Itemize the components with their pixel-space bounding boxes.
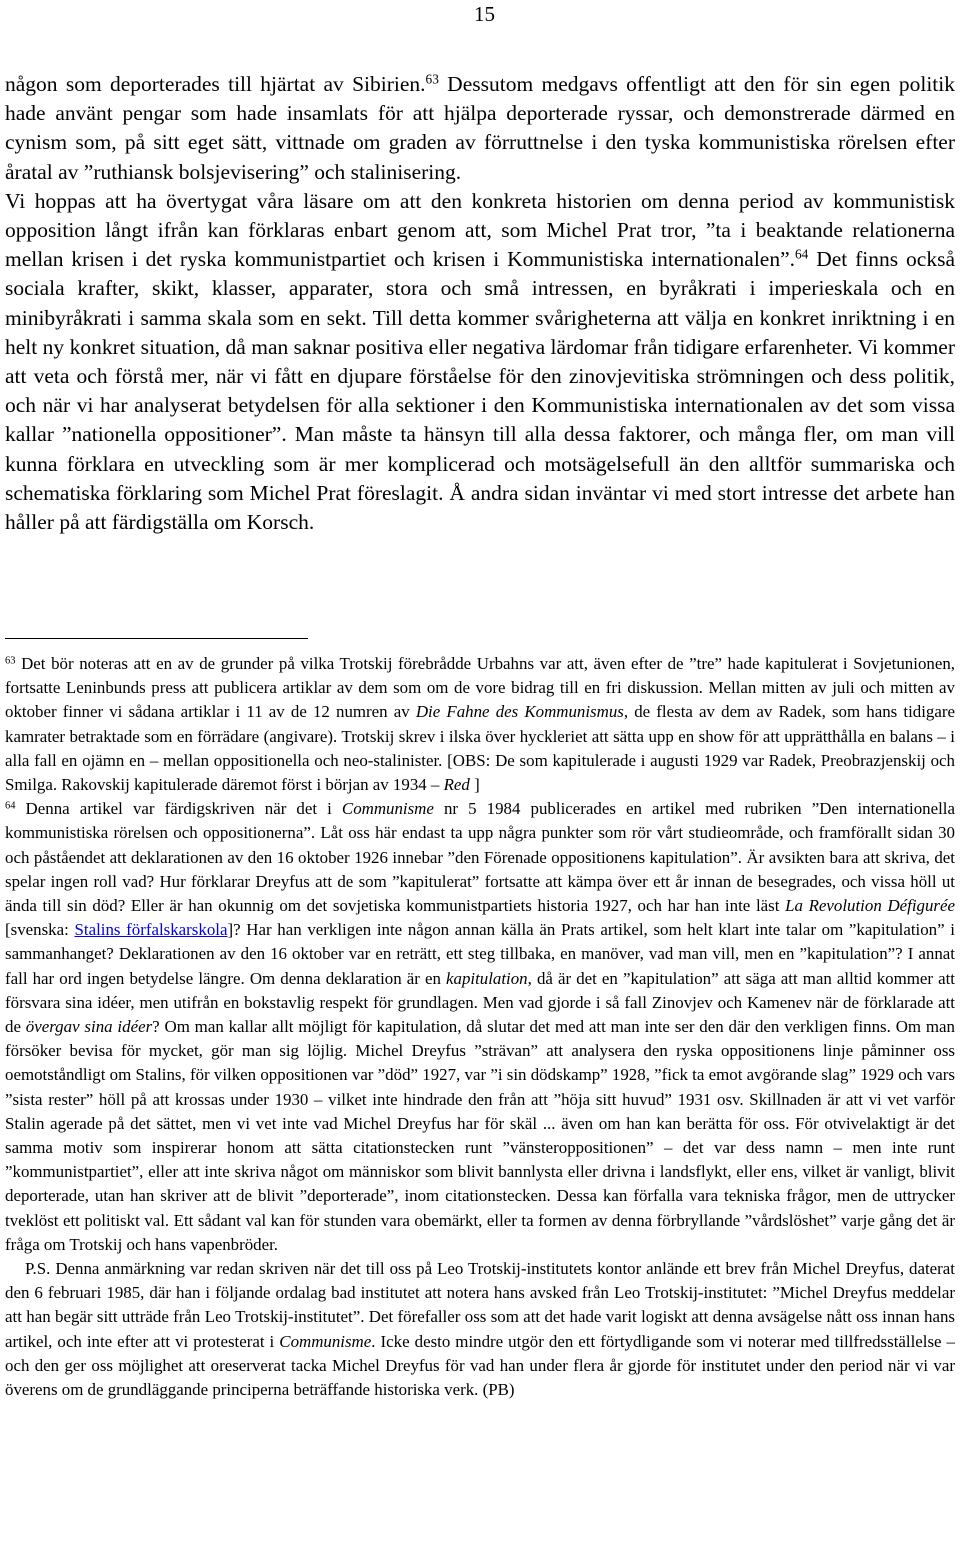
- footnotes: [5, 652, 955, 1402]
- footnote-63-text-c: ]: [469, 775, 480, 795]
- footnote-64-italic-communisme: Communisme: [341, 799, 434, 819]
- footnote-63-text-b: , de flesta av dem av Radek, som hans tidigare kamrater betraktade som en förrädare (angivare). Trotskij skrev i ilska över hyckleriet att sätta upp en show för att upprätthålla en balans – i alla fall en ojämn en – mellan oppositionella och neo-stalinister. [OBS: De som kapitulerade i augusti 1929 var Radek, Preobrazjenskij och Smilga. Rakovskij kapitulerade däremot först i början av 1934 –: [5, 702, 955, 795]
- page-number: 15: [474, 2, 495, 26]
- postscript-text-b: . Icke desto mindre utgör den ett förtydligande som vi noterar med tillfredsställelse – och den ger oss möjlighet att oreserverat tacka Michel Dreyfus för vad han under flera år gjorde för institutet under den period när vi var överens om de grundläggande principerna beträffande historiska verk. (PB): [5, 1331, 956, 1400]
- footnote-ref-64[interactable]: 64: [795, 246, 809, 262]
- paragraph-2-text-b: Det finns också sociala krafter, skikt, klasser, apparater, stora och små intressen, en byråkrati i imperieskala och en minibyråkrati i samma skala som en sekt. Till detta kommer svårigheterna att välja en konkret inriktning i en helt ny konkret situation, då man saknar positiva eller negativa lärdomar från tidigare erfarenheter. Vi kommer att veta och förstå mer, när vi fått en djupare förståelse för den zinovjevitiska strömningen och dess politik, och när vi har analyserat betydelsen för alla sektioner i den Kommunistiska internationalen av det som vissa kallar ”nationella oppositioner”. Man måste ta hänsyn till alla dessa faktorer, och många fler, om man vill kunna förklara en utveckling som är mer komplicerad och motsägelsefull än den alltför summariska och schematiska förklaring som Michel Prat föreslagit. Å andra sidan inväntar vi med stort intresse det arbete han håller på att färdigställa om Korsch.: [5, 247, 955, 535]
- footnote-64: [5, 797, 955, 1257]
- footnote-number-63: 63: [5, 655, 16, 667]
- footnote-64-text-e: , då är det en ”kapitulation” att säga att man alltid kommer att försvara sina idéer, men utifrån en bokstavlig respekt för grundlagen. Men vad gjorde i så fall Zinovjev och Kamenev när de förklarade att de: [5, 968, 955, 1037]
- footnote-64-text-f: ? Om man kallar allt möjligt för kapitulation, då slutar det med att man inte ser den där den verkligen finns. Om man försöker bevisa för mycket, gör man sig löjlig. Michel Dreyfus ”strävan” att analysera den ryska oppositionens linje påminner oss oemotståndligt om Stalins, för vilken oppositionen var ”död” 1927, var ”i sin dödskamp” 1928, ”fick ta emot avgörande slag” 1929 och vars ”sista rester” höll på att krossas under 1930 – vilket inte hindrade den från att ”höja sitt huvud” 1931 osv. Skillnaden är att vi vet varför Stalin agerade på det sättet, men vi vet inte vad Michel Dreyfus har för skäl ... även om han kan berätta för oss. För otvivelaktigt är det samma motiv som inspirerar honom att sätta citationstecken runt ”vänsteroppositionen” – det var dess namn – men inte runt ”kommunistpartiet”, eller att inte skriva något om människor som blivit bannlysta eller drivna i landsflykt, eller ens, vilket är vanligt, blivit deporterade, utan han skriver att de blivit ”deporterade”, inom citationstecken. Dessa kan förfalla vara tekniska frågor, men de uttrycker tveklöst ett politiskt val. Ett sådant val kan för stunden vara obemärkt, eller ta formen av denna förbryllande ”vårdslöshet” varje gång det är fråga om Trotskij och hans vapenbröder.: [5, 1017, 955, 1254]
- paragraph-2-text-a: Vi hoppas att ha övertygat våra läsare om att den konkreta historien om denna period av kommunistisk opposition långt ifrån kan förklaras enbart genom att, som Michel Prat tror, ”ta i beaktande relationerna mellan krisen i det ryska kommunistpartiet och krisen i Kommunistiska internationalen”.: [5, 188, 955, 272]
- footnote-ref-63[interactable]: 63: [425, 71, 439, 87]
- footnote-64-text-d: ]? Har han verkligen inte någon annan källa än Prats artikel, som helt klart inte talar om ”kapitulation” i sammanhanget? Deklarationen av den 16 oktober var en reträtt, ett steg tillbaka, en manöver, vad man vill, men en ”kapitulation”? I annat fall har ord ingen betydelse längre. Om denna deklaration är en: [5, 920, 955, 988]
- footnote-63-italic-title: Die Fahne des Kommunismus: [415, 702, 624, 722]
- footnote-postscript: [5, 1257, 955, 1402]
- footnote-64-italic-overgav: övergav sina idéer: [25, 1017, 153, 1037]
- footnote-64-italic-kapitulation: kapitulation: [446, 968, 528, 988]
- footnote-number-64: 64: [5, 800, 16, 812]
- footnote-64-italic-book-title: La Revolution Défigurée: [785, 896, 955, 916]
- footnote-64-text-b: nr 5 1984 publicerades en artikel med rubriken ”Den internationella kommunistiska rörelsen och oppositionerna”. Låt oss här endast ta upp några punkter som rör vårt studieområde, och framförallt sidan 30 och påståendet att deklarationen av den 16 oktober 1926 innebar ”den Förenade oppositionens kapitulation”. Är avsikten bara att skriva, det spelar ingen roll vad? Hur förklarar Dreyfus att de som ”kapitulerat” fortsatte att kämpa över ett år innan de besegrades, och vissa höll ut ända till sin död? Eller är han okunnig om det sovjetiska kommunistpartiets historia 1927, och har han inte läst: [5, 799, 955, 916]
- paragraph-1: [5, 70, 955, 187]
- main-text: [5, 70, 955, 537]
- paragraph-1-text-a: någon som deporterades till hjärtat av Sibirien.: [5, 72, 426, 96]
- footnote-63-text-a: Det bör noteras att en av de grunder på vilka Trotskij förebrådde Urbahns var att, även efter de ”tre” hade kapitulerat i Sovjetunionen, fortsatte Leninbunds press att publicera artiklar av dem som om de vore bidrag till en fri diskussion. Mellan mitten av juli och mitten av oktober finner vi sådana artiklar i 11 av de 12 numren av: [5, 654, 955, 722]
- postscript-text-a: P.S. Denna anmärkning var redan skriven när det till oss på Leo Trotskij-institutets kontor anlände ett brev från Michel Dreyfus, daterat den 6 februari 1985, där han i följande ordalag bad institutet att notera hans avsked från Leo Trotskij-institutet: ”Michel Dreyfus meddelar att han begär sitt utträde från Leo Trotskij-institutet”. Det förefaller oss som att det hade varit logiskt att denna avsägelse nått oss innan hans artikel, och inte efter att vi protesterat i: [5, 1259, 955, 1351]
- footnote-63-italic-red: Red: [443, 775, 470, 795]
- paragraph-2: [5, 187, 955, 537]
- footnote-63: [5, 652, 955, 797]
- stalins-forfalskarskola-link[interactable]: Stalins förfalskarskola: [74, 920, 228, 940]
- footnote-64-text-c: [svenska:: [5, 920, 75, 940]
- paragraph-1-text-b: Dessutom medgavs offentligt att den för sin egen politik hade använt pengar som hade insamlats för att hjälpa deporterade ryssar, och demonstrerade därmed en cynism som, på sitt eget sätt, vittnade om graden av förruttnelse i den tyska kommunistiska rörelsen efter åratal av ”ruthiansk bolsjevisering” och stalinisering.: [5, 72, 955, 184]
- postscript-italic-communisme: Communisme: [279, 1331, 372, 1351]
- footnote-64-text-a: Denna artikel var färdigskriven när det i: [15, 799, 342, 819]
- footnote-separator: [5, 638, 308, 639]
